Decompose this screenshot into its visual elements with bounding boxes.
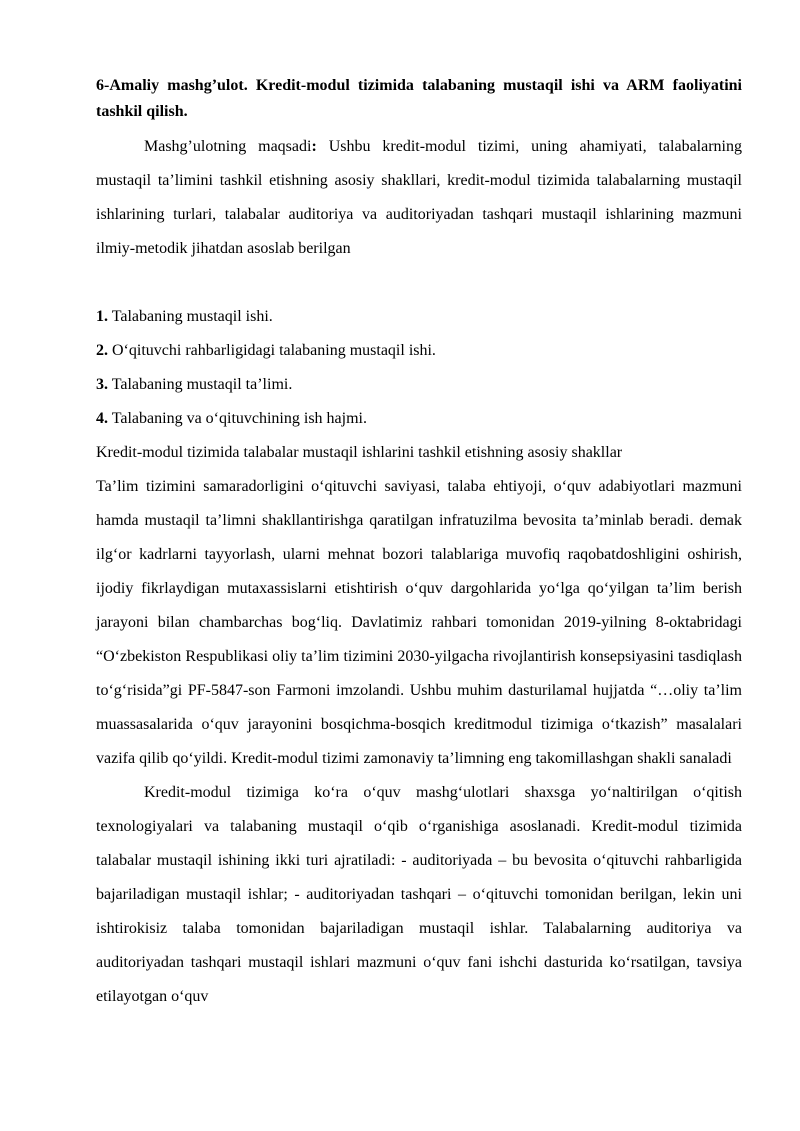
objective-paragraph <box>96 130 742 266</box>
list-item <box>96 368 742 402</box>
list-item-text: O‘qituvchi rahbarligidagi talabaning mustaqil ishi. <box>108 342 436 359</box>
list-item <box>96 402 742 436</box>
objective-label: Mashg’ulotning maqsadi <box>144 138 312 155</box>
list-item-text: Talabaning mustaqil ishi. <box>108 308 273 325</box>
list-item <box>96 334 742 368</box>
list-item-text: Talabaning mustaqil ta’limi. <box>108 376 293 393</box>
body-paragraph-1: Ta’lim tizimini samaradorligini o‘qituvchi saviyasi, talaba ehtiyoji, o‘quv adabiyotlari mazmuni hamda mustaqil ta’limni shakllantirishga qaratilgan infratuzilma bevosita ta’minlab beradi. demak ilg‘or kadrlarni tayyorlash, ularni mehnat bozori talablariga muvofiq raqobatdoshligini oshirish, ijodiy fikrlaydigan mutaxassislarni etishtirish o‘quv dargohlarida yo‘lga qo‘yilgan ta’lim berish jarayoni bilan chambarchas bog‘liq. Davlatimiz rahbari tomonidan 2019-yilning 8-oktabridagi “O‘zbekiston Respublikasi oliy ta’lim tizimini 2030-yilgacha rivojlantirish konsepsiyasini tasdiqlash to‘g‘risida”gi PF-5847-son Farmoni imzolandi. Ushbu muhim dasturilamal hujjatda “…oliy ta’lim muassasalarida o‘quv jarayonini bosqichma-bosqich kreditmodul tizimiga o‘tkazish” masalalari vazifa qilib qo‘yildi. Kredit-modul tizimi zamonaviy ta’limning eng takomillashgan shakli sanaladi <box>96 478 742 767</box>
list-item-number: 2. <box>96 342 108 359</box>
list-item-number: 3. <box>96 376 108 393</box>
list-item-number: 4. <box>96 410 108 427</box>
document-page <box>96 73 742 1014</box>
spacer <box>96 266 742 300</box>
list-item-text: Talabaning va o‘qituvchining ish hajmi. <box>108 410 367 427</box>
body-paragraph-2: Kredit-modul tizimiga ko‘ra o‘quv mashg‘ulotlari shaxsga yo‘naltirilgan o‘qitish texnologiyalari va talabaning mustaqil o‘qib o‘rganishiga asoslanadi. Kredit-modul tizimida talabalar mustaqil ishining ikki turi ajratiladi: - auditoriyada – bu bevosita o‘qituvchi rahbarligida bajariladigan mustaqil ishlar; - auditoriyadan tashqari – o‘qituvchi tomonidan berilgan, lekin uni ishtirokisiz talaba tomonidan bajariladigan mustaqil ishlar. Talabalarning auditoriya va auditoriyadan tashqari mustaqil ishlari mazmuni o‘quv fani ishchi dasturida ko‘rsatilgan, tavsiya etilayotgan o‘quv <box>96 784 742 1005</box>
section-subheading: Kredit-modul tizimida talabalar mustaqil ishlarini tashkil etishning asosiy shakllar <box>96 444 623 461</box>
objective-colon: : <box>311 138 317 155</box>
page-title: 6-Amaliy mashg’ulot. Kredit-modul tizimida talabaning mustaqil ishi va ARM faoliyatini tashkil qilish. <box>96 77 742 120</box>
objective-text: Ushbu kredit-modul tizimi, uning ahamiyati, talabalarning mustaqil ta’limini tashkil etishning asosiy shakllari, kredit-modul tizimida talabalarning mustaqil ishlarining turlari, talabalar auditoriya va auditoriyadan tashqari mustaqil ishlarining mazmuni ilmiy-metodik jihatdan asoslab berilgan <box>96 138 742 257</box>
list-item-number: 1. <box>96 308 108 325</box>
list-item <box>96 300 742 334</box>
